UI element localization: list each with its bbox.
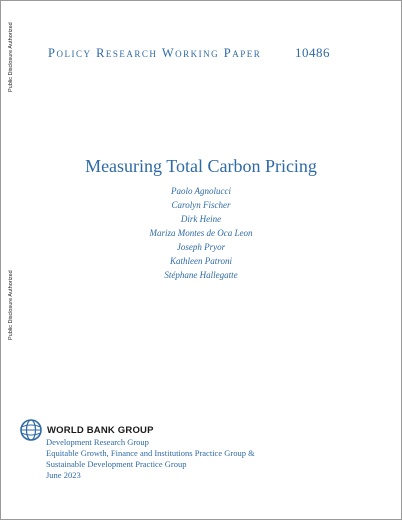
author-name: Joseph Pryor <box>176 242 226 252</box>
author-name: Dirk Heine <box>180 214 222 224</box>
logo-wordmark: WORLD BANK GROUP <box>47 424 154 436</box>
affiliation-line: Development Research Group <box>46 437 149 447</box>
author-list <box>0 184 402 282</box>
disclosure-label-bottom: Public Disclosure Authorized <box>8 270 14 340</box>
publication-date: June 2023 <box>46 470 81 480</box>
affiliation-line: Sustainable Development Practice Group <box>46 459 187 469</box>
disclosure-label-top: Public Disclosure Authorized <box>8 22 14 92</box>
paper-title: Measuring Total Carbon Pricing <box>85 156 317 176</box>
world-bank-globe-icon <box>20 419 42 441</box>
author-name: Paolo Agnolucci <box>170 186 232 196</box>
paper-number: 10486 <box>295 45 330 60</box>
author-name: Mariza Montes de Oca Leon <box>149 228 253 238</box>
author-name: Stéphane Hallegatte <box>164 270 238 280</box>
affiliation-list <box>46 437 255 481</box>
author-name: Carolyn Fischer <box>171 200 231 210</box>
author-name: Kathleen Patroni <box>170 256 232 266</box>
affiliation-line: Equitable Growth, Finance and Institutions Practice Group & <box>46 448 255 458</box>
series-title: Policy Research Working Paper <box>48 46 262 60</box>
